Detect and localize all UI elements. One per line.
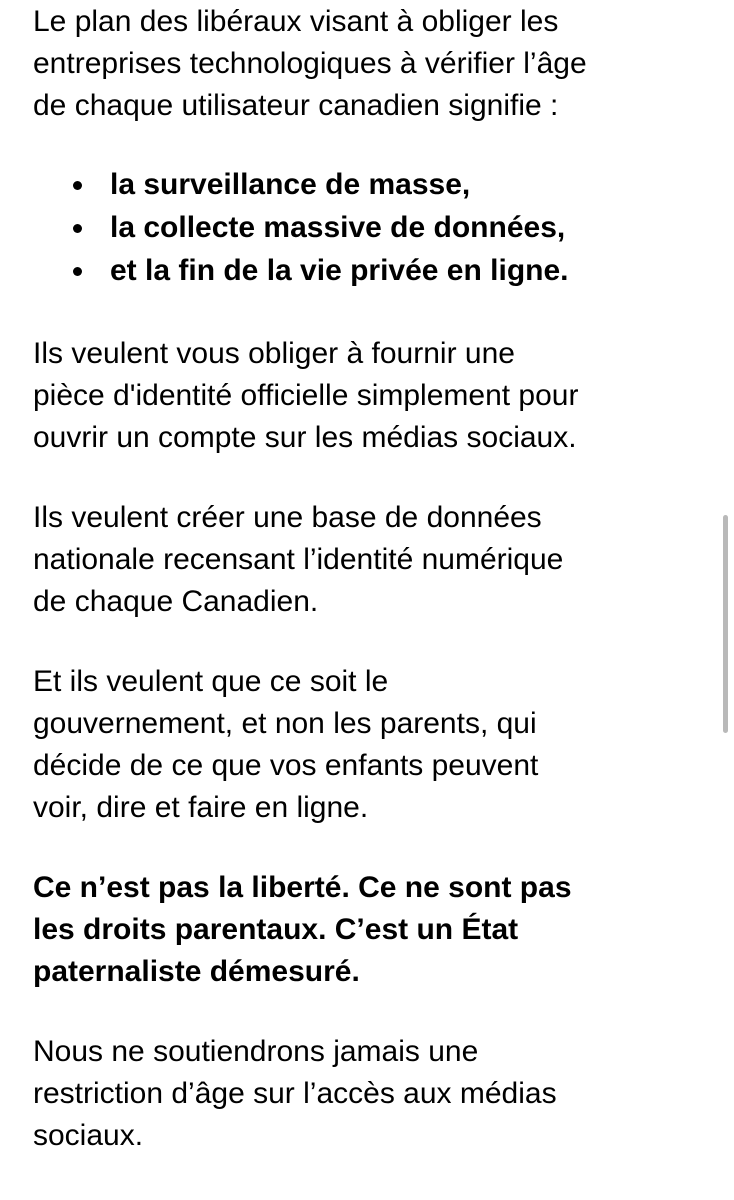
bullet-icon — [73, 224, 82, 233]
bullet-icon — [73, 181, 82, 190]
emphasis-paragraph: Ce n’est pas la liberté. Ce ne sont pas les droits parentaux. C’est un État paternaliste démesuré. — [33, 871, 572, 988]
database-paragraph: Ils veulent créer une base de données nationale recensant l’identité numérique de chaque Canadien. — [33, 501, 564, 618]
list-item — [33, 164, 569, 207]
government-control-paragraph: Et ils veulent que ce soit le gouvernement, et non les parents, qui décide de ce que vos enfants peuvent voir, dire et faire en ligne. — [33, 665, 539, 824]
list-item — [33, 207, 569, 250]
list-item — [33, 250, 569, 293]
vertical-scrollbar[interactable] — [723, 515, 728, 733]
closing-paragraph: Nous ne soutiendrons jamais une restriction d’âge sur l’accès aux médias sociaux. — [33, 1035, 557, 1152]
bullet-list — [33, 164, 569, 293]
bullet-icon — [73, 267, 82, 276]
bullet-text: et la fin de la vie privée en ligne. — [110, 254, 569, 287]
intro-paragraph: Le plan des libéraux visant à obliger les entreprises technologiques à vérifier l’âge de chaque utilisateur canadien signifie : — [33, 5, 587, 122]
id-requirement-paragraph: Ils veulent vous obliger à fournir une pièce d'identité officielle simplement pour ouvrir un compte sur les médias sociaux. — [33, 337, 579, 454]
bullet-text: la surveillance de masse, — [110, 168, 471, 201]
bullet-text: la collecte massive de données, — [110, 211, 566, 244]
